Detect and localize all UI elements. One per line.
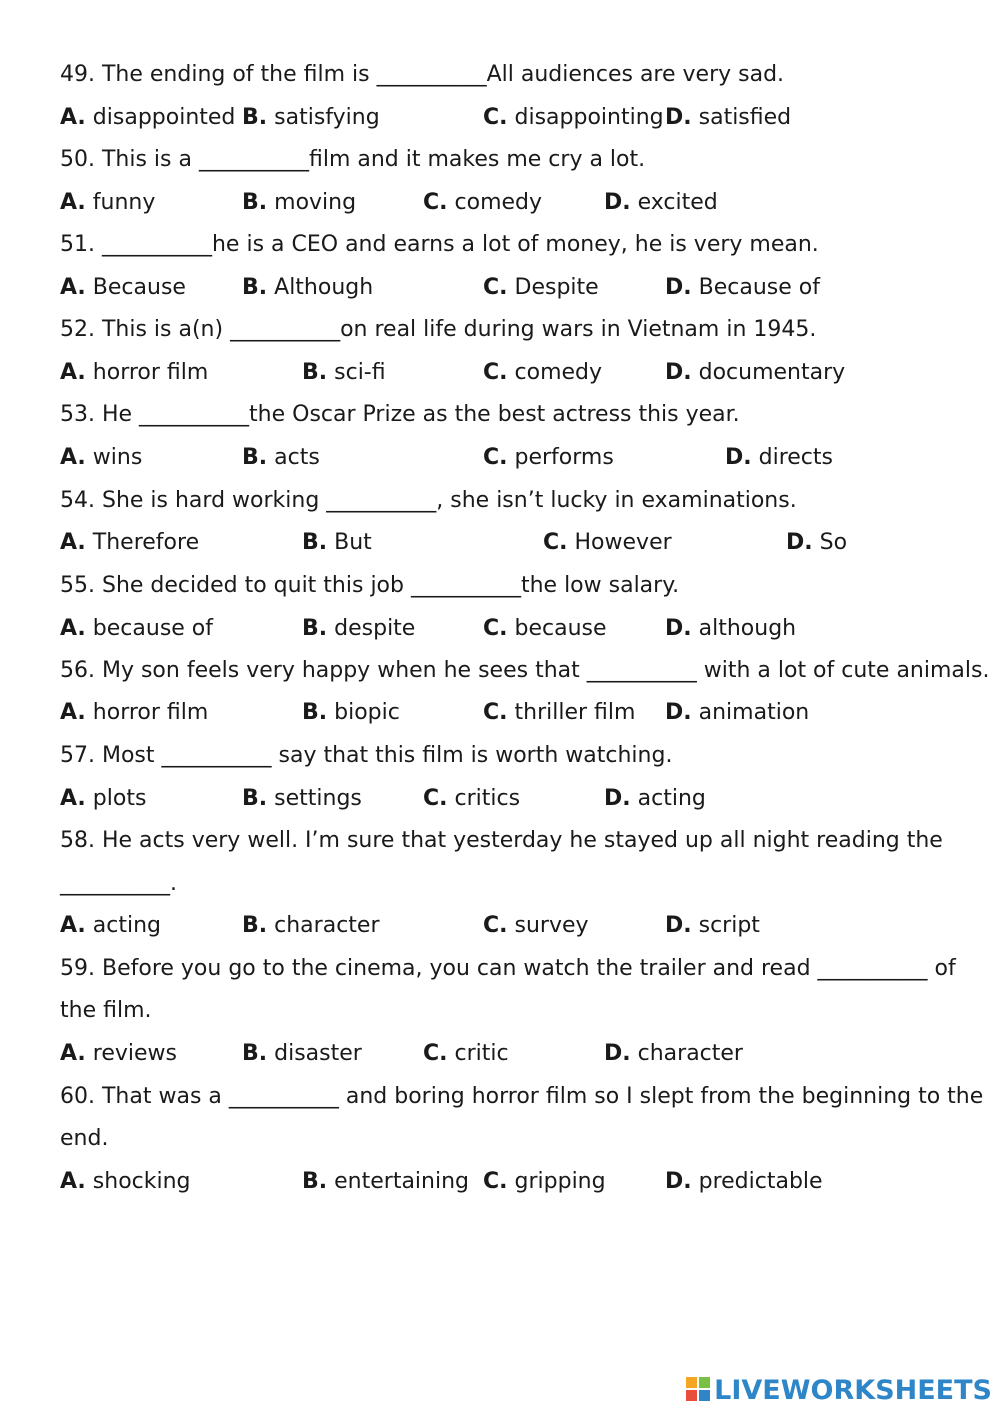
question-text: 58. He acts very well. I’m sure that yesterday he stayed up all night reading the xyxy=(60,828,943,853)
option-a[interactable]: A. wins xyxy=(60,445,143,470)
question-text: 51. __________he is a CEO and earns a lot of money, he is very mean. xyxy=(60,232,819,257)
logo-text: LIVEWORKSHEETS xyxy=(714,1374,992,1406)
option-d[interactable]: D. documentary xyxy=(665,360,846,385)
option-c[interactable]: C. However xyxy=(543,530,672,555)
option-d[interactable]: D. So xyxy=(786,530,848,555)
option-b[interactable]: B. satisfying xyxy=(242,105,380,130)
option-b[interactable]: B. But xyxy=(302,530,372,555)
option-c[interactable]: C. because xyxy=(483,616,607,641)
option-d[interactable]: D. predictable xyxy=(665,1169,823,1194)
option-c[interactable]: C. performs xyxy=(483,445,614,470)
option-c[interactable]: C. survey xyxy=(483,913,589,938)
option-c[interactable]: C. gripping xyxy=(483,1169,606,1194)
option-d[interactable]: D. script xyxy=(665,913,760,938)
question-text: 53. He __________the Oscar Prize as the best actress this year. xyxy=(60,402,740,427)
option-c[interactable]: C. comedy xyxy=(423,190,543,215)
question-text-continued: the film. xyxy=(60,998,152,1023)
option-b[interactable]: B. disaster xyxy=(242,1041,362,1066)
option-a[interactable]: A. because of xyxy=(60,616,214,641)
question-text: 60. That was a __________ and boring horror film so I slept from the beginning to the xyxy=(60,1084,984,1109)
option-b[interactable]: B. despite xyxy=(302,616,416,641)
option-a[interactable]: A. reviews xyxy=(60,1041,178,1066)
option-a[interactable]: A. funny xyxy=(60,190,156,215)
option-d[interactable]: D. acting xyxy=(604,786,706,811)
question-text: 59. Before you go to the cinema, you can watch the trailer and read __________ of xyxy=(60,956,956,981)
option-b[interactable]: B. sci-fi xyxy=(302,360,386,385)
option-a[interactable]: A. disappointed xyxy=(60,105,236,130)
question-text: 50. This is a __________film and it makes me cry a lot. xyxy=(60,147,646,172)
question-text-continued: __________. xyxy=(60,871,177,896)
option-c[interactable]: C. critic xyxy=(423,1041,509,1066)
option-b[interactable]: B. acts xyxy=(242,445,320,470)
option-b[interactable]: B. settings xyxy=(242,786,362,811)
option-c[interactable]: C. thriller film xyxy=(483,700,636,725)
option-a[interactable]: A. plots xyxy=(60,786,147,811)
option-a[interactable]: A. acting xyxy=(60,913,162,938)
option-d[interactable]: D. animation xyxy=(665,700,810,725)
option-c[interactable]: C. comedy xyxy=(483,360,603,385)
question-text: 49. The ending of the film is __________All audiences are very sad. xyxy=(60,62,785,87)
question-text: 57. Most __________ say that this film is worth watching. xyxy=(60,743,673,768)
option-b[interactable]: B. character xyxy=(242,913,380,938)
question-text: 56. My son feels very happy when he sees that __________ with a lot of cute animals. xyxy=(60,658,990,683)
option-a[interactable]: A. shocking xyxy=(60,1169,191,1194)
option-d[interactable]: D. although xyxy=(665,616,797,641)
option-d[interactable]: D. excited xyxy=(604,190,718,215)
option-d[interactable]: D. character xyxy=(604,1041,743,1066)
liveworksheets-logo-icon xyxy=(686,1377,712,1403)
question-text: 55. She decided to quit this job __________the low salary. xyxy=(60,573,680,598)
option-b[interactable]: B. Although xyxy=(242,275,374,300)
option-d[interactable]: D. satisfied xyxy=(665,105,792,130)
option-a[interactable]: A. Therefore xyxy=(60,530,200,555)
option-a[interactable]: A. horror film xyxy=(60,700,209,725)
option-c[interactable]: C. Despite xyxy=(483,275,599,300)
option-b[interactable]: B. biopic xyxy=(302,700,400,725)
option-a[interactable]: A. horror film xyxy=(60,360,209,385)
option-c[interactable]: C. disappointing xyxy=(483,105,664,130)
option-a[interactable]: A. Because xyxy=(60,275,186,300)
option-d[interactable]: D. directs xyxy=(725,445,833,470)
question-text: 52. This is a(n) __________on real life during wars in Vietnam in 1945. xyxy=(60,317,817,342)
option-c[interactable]: C. critics xyxy=(423,786,521,811)
option-b[interactable]: B. moving xyxy=(242,190,357,215)
option-b[interactable]: B. entertaining xyxy=(302,1169,470,1194)
question-text: 54. She is hard working __________, she isn’t lucky in examinations. xyxy=(60,488,797,513)
option-d[interactable]: D. Because of xyxy=(665,275,820,300)
liveworksheets-logo[interactable] xyxy=(686,1373,992,1407)
question-text-continued: end. xyxy=(60,1126,109,1151)
